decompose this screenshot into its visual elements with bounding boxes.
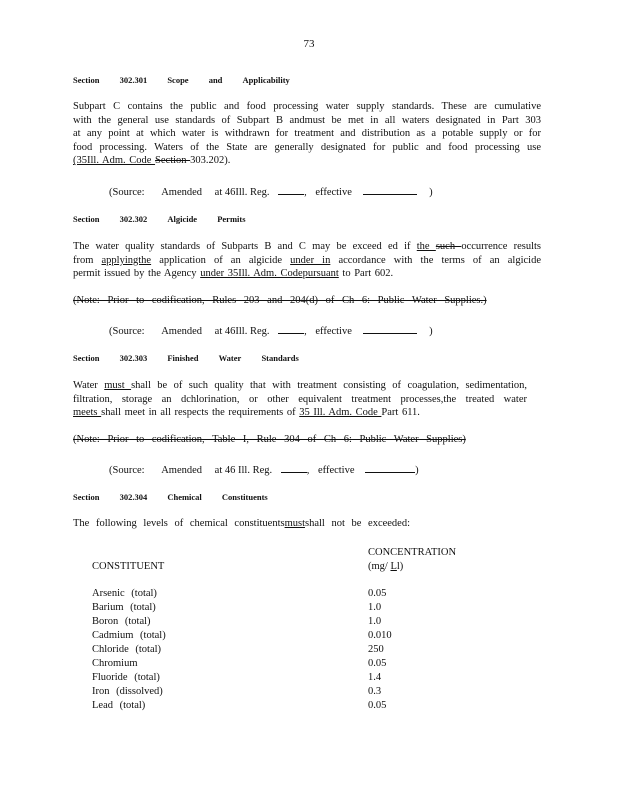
heading-word: Water — [218, 353, 242, 363]
heading-prefix: Section — [73, 75, 100, 85]
constituent-name: Chromium — [92, 658, 138, 669]
text-fragment: Water — [73, 380, 105, 391]
concentration-value: 0.05 — [368, 658, 387, 669]
source-note-3 — [109, 462, 419, 476]
struck-deletion: Section — [155, 155, 191, 167]
blank-register-number — [278, 323, 304, 334]
constituent-name: Cadmium (total) — [92, 630, 166, 641]
blank-effective-date — [363, 184, 417, 195]
heading-word: and — [208, 75, 223, 85]
concentration-header — [368, 546, 456, 574]
comma: , — [304, 326, 307, 337]
table-row — [0, 644, 420, 658]
text-line: food processing. Waters of the State are generally designated for public and food processing use — [73, 141, 541, 153]
table-row — [0, 700, 420, 714]
text-fragment: The following levels of chemical constituents — [73, 518, 285, 529]
struck-deletion: such — [435, 241, 462, 252]
text-line: with the general use standards of Subpart B andmust be met in all waters designated in Part 303 — [73, 114, 541, 126]
source-note-2 — [109, 323, 433, 337]
text-fragment: accordance with the terms of an algicide — [330, 254, 541, 266]
amended-label: Amended — [161, 465, 203, 476]
text-fragment: occurrence results — [461, 241, 541, 252]
text-fragment: l) — [396, 561, 404, 572]
underlined-insertion: L — [390, 561, 397, 572]
text-fragment: to Part 602. — [338, 268, 394, 280]
section-302-304-intro — [73, 518, 410, 529]
text-fragment: permit issued by the Agency — [73, 268, 201, 280]
section-number: 302.301 — [119, 75, 148, 85]
source-label: (Source: — [109, 326, 145, 337]
effective-label: effective — [315, 326, 352, 337]
text-fragment: from — [73, 254, 102, 266]
heading-prefix: Section — [73, 353, 100, 363]
text-line: filtration, storage an dchlorination, or other equivalent treatment processes,the treated water — [73, 393, 527, 405]
concentration-value: 0.3 — [368, 686, 382, 697]
constituent-name: Barium (total) — [92, 602, 156, 613]
concentration-value: 1.0 — [368, 616, 382, 627]
heading-word: Standards — [261, 353, 299, 363]
section-number: 302.303 — [119, 353, 148, 363]
table-row — [0, 658, 420, 672]
text-line: Subpart C contains the public and food processing water supply standards. These are cumulative — [73, 101, 541, 112]
close-paren: ) — [415, 465, 419, 476]
text-fragment: shall meet in all respects the requirements of — [101, 407, 300, 419]
constituent-name: Fluoride (total) — [92, 672, 160, 683]
text-fragment: shall not be exceeded: — [305, 518, 411, 529]
page-number: 73 — [303, 38, 315, 50]
register-label: at 46 Ill. Reg. — [214, 465, 273, 476]
units-label — [368, 560, 456, 574]
close-paren: ) — [429, 187, 433, 198]
text-fragment: (mg/ — [368, 561, 391, 572]
heading-word: Chemical — [167, 492, 202, 502]
effective-label: effective — [317, 465, 355, 476]
underlined-insertion: under in — [290, 254, 331, 266]
close-paren: ) — [429, 326, 433, 337]
constituent-name: Arsenic (total) — [92, 588, 157, 599]
register-label: at 46Ill. Reg. — [214, 326, 270, 337]
text-fragment: 303.202). — [190, 155, 231, 167]
text-line — [73, 267, 541, 281]
constituent-name: Lead (total) — [92, 700, 146, 711]
table-row — [0, 672, 420, 686]
underlined-insertion: applyingthe — [101, 254, 152, 266]
heading-prefix: Section — [73, 214, 100, 224]
underlined-insertion: must — [104, 380, 132, 391]
text-line — [73, 240, 541, 254]
table-row — [0, 630, 420, 644]
underlined-insertion: must — [284, 518, 305, 529]
constituent-name: Iron (dissolved) — [92, 686, 163, 697]
struck-note-302-303: (Note: Prior to codification, Table I, Rule 304 of Ch 6: Public Water Supplies) — [73, 434, 466, 445]
concentration-value: 0.010 — [368, 630, 392, 641]
table-row — [0, 686, 420, 700]
heading-word: Algicide — [167, 214, 198, 224]
text-fragment: The water quality standards of Subparts B and C may be exceed ed if — [73, 241, 417, 252]
heading-word: Scope — [167, 75, 189, 85]
section-302-302-body — [73, 240, 541, 281]
struck-note-302-302: (Note: Prior to codification, Rules 203 and 204(d) of Ch 6: Public Water Supplies.) — [73, 295, 487, 306]
text-line: at any point at which water is withdrawn for treatment and distribution as a potable supply or for — [73, 128, 541, 140]
heading-word: Applicability — [242, 75, 290, 85]
section-number: 302.302 — [119, 214, 148, 224]
section-heading-302-303 — [73, 353, 299, 363]
comma: , — [304, 187, 307, 198]
underlined-insertion: (35Ill. Adm. Code — [73, 155, 156, 167]
concentration-value: 0.05 — [368, 700, 387, 711]
text-line — [73, 154, 541, 168]
concentration-label: CONCENTRATION — [368, 547, 457, 558]
text-line — [73, 379, 527, 393]
section-heading-302-301 — [73, 75, 290, 85]
underlined-insertion: the — [416, 241, 436, 252]
blank-effective-date — [363, 323, 417, 334]
blank-effective-date — [365, 462, 415, 473]
table-row — [0, 616, 420, 630]
underlined-insertion: under 35Ill. Adm. Codepursuant — [200, 268, 339, 280]
underlined-insertion: 35 Ill. Adm. Code — [299, 407, 382, 419]
amended-label: Amended — [161, 326, 203, 337]
table-row — [0, 588, 420, 602]
text-fragment: Part 611. — [381, 407, 420, 419]
text-line — [73, 406, 527, 420]
concentration-value: 250 — [368, 644, 384, 655]
constituent-name: Chloride (total) — [92, 644, 162, 655]
text-fragment: application of an algicide — [151, 254, 291, 266]
section-heading-302-302 — [73, 214, 246, 224]
source-label: (Source: — [109, 187, 145, 198]
concentration-value: 0.05 — [368, 588, 387, 599]
amended-label: Amended — [161, 187, 203, 198]
blank-register-number — [281, 462, 307, 473]
section-302-303-body — [73, 379, 527, 420]
effective-label: effective — [315, 187, 352, 198]
table-row — [0, 602, 420, 616]
section-number: 302.304 — [119, 492, 148, 502]
section-302-301-body — [73, 100, 541, 168]
heading-word: Finished — [167, 353, 199, 363]
text-fragment: shall be of such quality that with treatment consisting of coagulation, sedimentation, — [131, 380, 527, 391]
section-heading-302-304 — [73, 492, 268, 502]
comma: , — [306, 465, 310, 476]
source-label: (Source: — [109, 465, 145, 476]
heading-word: Permits — [217, 214, 246, 224]
concentration-value: 1.0 — [368, 602, 382, 613]
blank-register-number — [278, 184, 304, 195]
constituent-header: CONSTITUENT — [92, 561, 165, 572]
constituent-name: Boron (total) — [92, 616, 151, 627]
register-label: at 46Ill. Reg. — [214, 187, 270, 198]
concentration-value: 1.4 — [368, 672, 382, 683]
source-note-1 — [109, 184, 433, 198]
text-line — [73, 254, 541, 268]
heading-prefix: Section — [73, 492, 100, 502]
underlined-insertion: meets — [73, 407, 102, 419]
heading-word: Constituents — [221, 492, 268, 502]
